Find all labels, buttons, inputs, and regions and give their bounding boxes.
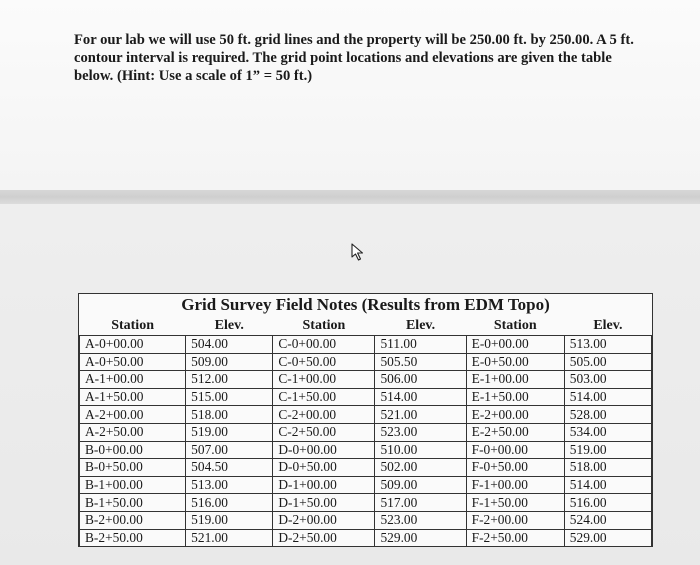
elevation-cell: 519.00 bbox=[564, 441, 651, 459]
elevation-cell: 515.00 bbox=[186, 388, 273, 406]
station-cell: D-0+00.00 bbox=[273, 441, 375, 459]
station-cell: E-0+50.00 bbox=[466, 353, 564, 371]
table-row bbox=[80, 511, 652, 529]
table-row bbox=[80, 371, 652, 389]
elevation-cell: 511.00 bbox=[375, 336, 466, 354]
station-cell: D-2+00.00 bbox=[273, 511, 375, 529]
elevation-cell: 509.00 bbox=[375, 476, 466, 494]
elevation-cell: 519.00 bbox=[186, 423, 273, 441]
table-row bbox=[80, 406, 652, 424]
elevation-cell: 505.50 bbox=[375, 353, 466, 371]
station-cell: B-1+50.00 bbox=[80, 494, 186, 512]
elevation-cell: 514.00 bbox=[375, 388, 466, 406]
table-row bbox=[80, 423, 652, 441]
elevation-cell: 505.00 bbox=[564, 353, 651, 371]
station-cell: F-2+50.00 bbox=[466, 529, 564, 547]
table-row bbox=[80, 388, 652, 406]
elevation-cell: 524.00 bbox=[564, 511, 651, 529]
elevation-cell: 517.00 bbox=[375, 494, 466, 512]
mouse-pointer-icon bbox=[350, 243, 366, 261]
station-cell: A-1+00.00 bbox=[80, 371, 186, 389]
elevation-cell: 512.00 bbox=[186, 371, 273, 389]
station-cell: B-0+50.00 bbox=[80, 459, 186, 477]
station-cell: D-1+00.00 bbox=[273, 476, 375, 494]
grid-survey-table bbox=[79, 316, 652, 547]
elevation-cell: 514.00 bbox=[564, 476, 651, 494]
elevation-cell: 504.00 bbox=[186, 336, 273, 354]
elevation-cell: 504.50 bbox=[186, 459, 273, 477]
column-header: Elev. bbox=[593, 317, 623, 333]
station-cell: B-2+50.00 bbox=[80, 529, 186, 547]
elevation-cell: 519.00 bbox=[186, 511, 273, 529]
station-cell: C-2+00.00 bbox=[273, 406, 375, 424]
station-cell: A-2+50.00 bbox=[80, 423, 186, 441]
station-cell: A-0+00.00 bbox=[80, 336, 186, 354]
column-header: Elev. bbox=[405, 317, 436, 333]
elevation-cell: 518.00 bbox=[186, 406, 273, 424]
station-cell: C-1+00.00 bbox=[273, 371, 375, 389]
elevation-cell: 518.00 bbox=[564, 459, 651, 477]
station-cell: E-1+00.00 bbox=[466, 371, 564, 389]
table-row bbox=[80, 353, 652, 371]
station-cell: C-1+50.00 bbox=[273, 388, 375, 406]
elevation-cell: 502.00 bbox=[375, 459, 466, 477]
table-row bbox=[80, 476, 652, 494]
station-cell: A-2+00.00 bbox=[80, 406, 186, 424]
field-notes-table-container bbox=[78, 293, 653, 547]
elevation-cell: 513.00 bbox=[564, 336, 651, 354]
station-cell: A-0+50.00 bbox=[80, 353, 186, 371]
elevation-cell: 513.00 bbox=[186, 476, 273, 494]
elevation-cell: 523.00 bbox=[375, 511, 466, 529]
station-cell: B-2+00.00 bbox=[80, 511, 186, 529]
elevation-cell: 516.00 bbox=[186, 494, 273, 512]
elevation-cell: 503.00 bbox=[564, 371, 651, 389]
table-row bbox=[80, 459, 652, 477]
station-cell: A-1+50.00 bbox=[80, 388, 186, 406]
station-cell: F-1+00.00 bbox=[466, 476, 564, 494]
station-cell: F-0+50.00 bbox=[466, 459, 564, 477]
station-cell: C-0+50.00 bbox=[273, 353, 375, 371]
station-cell: E-2+50.00 bbox=[466, 423, 564, 441]
elevation-cell: 516.00 bbox=[564, 494, 651, 512]
elevation-cell: 528.00 bbox=[564, 406, 651, 424]
table-header-row bbox=[80, 316, 652, 336]
elevation-cell: 514.00 bbox=[564, 388, 651, 406]
table-row bbox=[80, 529, 652, 547]
elevation-cell: 521.00 bbox=[375, 406, 466, 424]
station-cell: D-2+50.00 bbox=[273, 529, 375, 547]
table-row bbox=[80, 441, 652, 459]
elevation-cell: 507.00 bbox=[186, 441, 273, 459]
elevation-cell: 506.00 bbox=[375, 371, 466, 389]
elevation-cell: 510.00 bbox=[375, 441, 466, 459]
station-cell: F-2+00.00 bbox=[466, 511, 564, 529]
table-row bbox=[80, 494, 652, 512]
elevation-cell: 523.00 bbox=[375, 423, 466, 441]
table-title: Grid Survey Field Notes (Results from EDM Topo) bbox=[181, 295, 550, 314]
station-cell: C-0+00.00 bbox=[273, 336, 375, 354]
station-cell: C-2+50.00 bbox=[273, 423, 375, 441]
station-cell: E-1+50.00 bbox=[466, 388, 564, 406]
column-header: Station bbox=[302, 317, 346, 333]
station-cell: B-1+00.00 bbox=[80, 476, 186, 494]
lab-instructions: For our lab we will use 50 ft. grid lines and the property will be 250.00 ft. by 250.00. A 5 ft. contour interval is required. The grid point locations and elevations are given the table below. (Hint: Use a scale of 1” = 50 ft.) bbox=[74, 32, 634, 84]
elevation-cell: 534.00 bbox=[564, 423, 651, 441]
elevation-cell: 529.00 bbox=[564, 529, 651, 547]
station-cell: D-1+50.00 bbox=[273, 494, 375, 512]
station-cell: B-0+00.00 bbox=[80, 441, 186, 459]
station-cell: E-2+00.00 bbox=[466, 406, 564, 424]
column-header: Elev. bbox=[214, 317, 244, 333]
elevation-cell: 529.00 bbox=[375, 529, 466, 547]
column-header: Station bbox=[111, 317, 154, 333]
document-page bbox=[0, 0, 700, 190]
elevation-cell: 521.00 bbox=[186, 529, 273, 547]
column-header: Station bbox=[493, 317, 537, 333]
station-cell: F-0+00.00 bbox=[466, 441, 564, 459]
station-cell: E-0+00.00 bbox=[466, 336, 564, 354]
station-cell: F-1+50.00 bbox=[466, 494, 564, 512]
station-cell: D-0+50.00 bbox=[273, 459, 375, 477]
table-row bbox=[80, 336, 652, 354]
elevation-cell: 509.00 bbox=[186, 353, 273, 371]
page-divider bbox=[0, 190, 700, 204]
